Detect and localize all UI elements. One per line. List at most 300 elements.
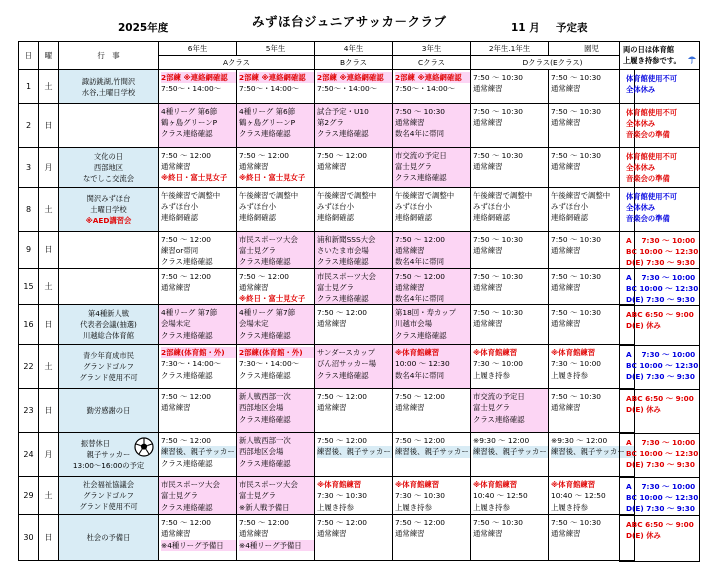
schedule-line: 7:50 ～ 10:30 (395, 107, 445, 116)
side-row (620, 269, 700, 306)
schedule-line: 午後練習で調整中 (395, 191, 455, 200)
side-line: D(E) 7:30 ～ 9:30 (626, 460, 695, 469)
schedule-line: クラス連絡確認 (317, 294, 369, 304)
schedule-line: 7:50 ～ 12:00 (161, 271, 211, 281)
col-grade6: 6年生 (159, 42, 237, 56)
schedule-cell-g6 (159, 305, 237, 345)
side-line: ABC 6:50 ～ 9:00 (626, 310, 694, 319)
schedule-line: ※終日・富士見女子 (161, 173, 228, 183)
day-cell (19, 477, 39, 515)
event-line: 13:00～16:00の予定 (72, 461, 145, 471)
side-line: 音楽会の準備 (626, 174, 670, 183)
schedule-line: 市民スポーツ大会 (239, 480, 298, 490)
side-line: 音楽会の準備 (626, 214, 670, 223)
umbrella-icon (687, 54, 697, 67)
schedule-line: 7:30 ～ 10:00 (551, 359, 601, 369)
schedule-cell-g3 (393, 433, 471, 477)
schedule-line: 市民スポーツ大会 (161, 480, 220, 490)
schedule-cell-g5 (237, 433, 315, 477)
schedule-cell-g4 (315, 389, 393, 433)
schedule-line: クラス連絡確認 (239, 458, 291, 468)
day-number: 8 (25, 205, 32, 214)
schedule-cell-g3 (393, 148, 471, 188)
schedule-line: みずほ台小 (551, 202, 588, 212)
schedule-line: クラス連絡確認 (395, 173, 447, 183)
schedule-cell-g5 (237, 305, 315, 345)
schedule-cell-g5 (237, 188, 315, 232)
weekday: 土 (44, 491, 53, 501)
schedule-line: 7:50 ～ 12:00 (161, 436, 211, 446)
event-line: 第4種新人戦 (87, 309, 130, 319)
event-cell (59, 389, 159, 433)
soccer-ball-icon (134, 437, 154, 460)
side-row (620, 70, 700, 104)
schedule-line: 連絡網確認 (473, 213, 510, 223)
schedule-line: 7:50 ～ 12:00 (239, 518, 289, 528)
weekday: 土 (44, 362, 53, 372)
table-row (19, 305, 635, 345)
schedule-line: 通常練習 (317, 529, 347, 539)
side-line: 体育館使用不可 (626, 192, 678, 201)
schedule-line: 7:50 ～ 12:00 (395, 392, 445, 402)
schedule-line: 7:50 ～ 10:30 (473, 518, 523, 528)
event-cell (59, 305, 159, 345)
event-line: 文化の日 (93, 152, 124, 161)
schedule-line: 通常練習 (473, 319, 503, 329)
side-cell (620, 148, 700, 188)
event-line: 振替休日 (80, 439, 111, 449)
schedule-line: 通常練習 (239, 282, 269, 292)
schedule-line: みずほ台小 (473, 202, 510, 212)
schedule-cell-g5 (237, 477, 315, 515)
col-weekday: 曜 (39, 42, 59, 70)
schedule-line: 数名4年に帯同 (395, 257, 445, 267)
side-line: 音楽会の準備 (626, 130, 670, 139)
schedule-cell-g21 (471, 268, 549, 305)
schedule-line: 4種リーグ 第6節 (239, 107, 296, 116)
schedule-table (18, 41, 635, 561)
schedule-line: 数名4年に帯同 (395, 129, 445, 139)
schedule-line: 7:50 ～ 10:30 (551, 271, 601, 281)
event-cell (59, 477, 159, 515)
schedule-cell-g3 (393, 104, 471, 148)
schedule-line: 10:40 ～ 12:50 (473, 491, 528, 501)
schedule-line: 通常練習 (473, 246, 503, 256)
side-cell (620, 390, 700, 434)
schedule-cell-g21 (471, 305, 549, 345)
schedule-line: 通常練習 (317, 162, 347, 172)
schedule-cell-g5 (237, 345, 315, 389)
schedule-cell-g4 (315, 477, 393, 515)
schedule-line: 7:50 ～ 12:00 (161, 151, 211, 160)
schedule-cell-g5 (237, 515, 315, 561)
table-row (19, 477, 635, 515)
schedule-line: 通常練習 (395, 529, 425, 539)
class-d: Dクラス(Eクラス) (471, 56, 635, 70)
schedule-line: 通常練習 (395, 246, 425, 256)
side-line: ABC 6:50 ～ 9:00 (626, 520, 694, 529)
schedule-cell-g5 (237, 232, 315, 269)
side-line: A 7:30 ～ 10:00 (626, 482, 696, 491)
schedule-line: 7:50～・14:00～ (161, 84, 222, 94)
schedule-line: 通常練習 (239, 529, 269, 539)
schedule-line: 10:00 ～ 12:30 (395, 359, 450, 369)
side-line: BC 10:00 ～ 12:30 (626, 449, 699, 458)
schedule-line: 7:50 ～ 12:00 (161, 235, 211, 244)
table-row (19, 148, 635, 188)
schedule-line: 7:50 ～ 12:00 (161, 392, 211, 402)
schedule-line: 7:50 ～ 12:00 (395, 436, 445, 446)
schedule-cell-g6 (159, 148, 237, 188)
schedule-line: 7:50 ～ 12:00 (317, 151, 367, 160)
weekday: 日 (44, 406, 53, 416)
weekday-cell (39, 305, 59, 345)
weekday-cell (39, 232, 59, 269)
day-number: 30 (23, 533, 34, 543)
schedule-line: 川越市会場 (395, 319, 432, 329)
side-row (620, 306, 700, 346)
schedule-line: ※9:30 ～ 12:00 (551, 436, 608, 446)
schedule-line: クラス連絡確認 (161, 502, 213, 512)
weekday-cell (39, 188, 59, 232)
schedule-line: 2部練 ※連絡網確認 (239, 72, 314, 83)
schedule-line: 通常練習 (473, 162, 503, 172)
side-line: A 7:30 ～ 10:00 (626, 273, 696, 282)
schedule-cell-g3 (393, 477, 471, 515)
table-row (19, 232, 635, 269)
day-cell (19, 305, 39, 345)
schedule-line: 富士見グラ (239, 491, 276, 501)
weekday: 日 (44, 320, 53, 330)
schedule-cell-g5 (237, 104, 315, 148)
event-cell (59, 433, 159, 477)
side-line: D(E) 休み (626, 531, 661, 540)
event-line: 代表者会議(抽選) (80, 320, 137, 330)
side-line: D(E) 休み (626, 405, 661, 414)
schedule-line: 7:50 ～ 10:30 (551, 107, 601, 116)
schedule-line: 7:50 ～ 10:30 (551, 73, 601, 82)
schedule-line: 上履き持参 (473, 370, 510, 380)
schedule-line: 通常練習 (161, 403, 191, 413)
event-cell (59, 515, 159, 561)
schedule-line: さいたま市会場 (317, 246, 369, 256)
weekday-cell (39, 345, 59, 389)
schedule-line: 市交流の予定日 (473, 392, 525, 402)
schedule-cell-g6 (159, 188, 237, 232)
side-row (620, 390, 700, 434)
schedule-line: ※体育館練習 (551, 480, 596, 490)
schedule-line: ※9:30 ～ 12:00 (473, 436, 530, 446)
schedule-line: 7:50～・14:00～ (317, 84, 378, 94)
schedule-line: 西部地区会場 (239, 447, 284, 457)
side-cell (620, 306, 700, 346)
schedule-line: 通常練習 (395, 282, 425, 292)
schedule-line: ※終日・富士見女子 (239, 173, 306, 183)
day-cell (19, 188, 39, 232)
day-cell (19, 104, 39, 148)
schedule-line: 7:50 ～ 10:30 (551, 235, 601, 244)
day-number: 1 (25, 82, 32, 91)
day-cell (19, 433, 39, 477)
schedule-line: 7:50 ～ 12:00 (395, 518, 445, 528)
event-cell (59, 148, 159, 188)
schedule-cell-g21 (471, 433, 549, 477)
schedule-line: クラス連絡確認 (239, 330, 291, 340)
schedule-cell-g4 (315, 70, 393, 104)
side-line: 全体休み (626, 203, 656, 212)
event-line: 関沢みずほ台 (86, 194, 131, 203)
side-line: A 7:30 ～ 10:00 (626, 438, 696, 447)
side-line: 体育館使用不可 (626, 74, 678, 83)
schedule-line: 会場未定 (161, 319, 191, 329)
schedule-line: 連絡網確認 (239, 213, 276, 223)
side-row (620, 434, 700, 478)
schedule-cell-g3 (393, 188, 471, 232)
schedule-cell-g4 (315, 515, 393, 561)
schedule-line: 通常練習 (239, 162, 269, 172)
side-cell (620, 434, 700, 478)
schedule-cell-g21 (471, 345, 549, 389)
schedule-line: クラス連絡確認 (239, 129, 291, 139)
class-b: Bクラス (315, 56, 393, 70)
schedule-cell-g21 (471, 232, 549, 269)
event-cell (59, 70, 159, 104)
schedule-line: 午後練習で調整中 (161, 191, 221, 200)
side-line: BC 10:00 ～ 12:30 (626, 361, 699, 370)
schedule-line: 7:50 ～ 12:00 (395, 271, 445, 281)
side-cell (620, 232, 700, 269)
schedule-line: 7:30 ～ 10:30 (395, 491, 445, 501)
schedule-line: 7:50 ～ 12:00 (239, 271, 289, 281)
schedule-line: 新人戦西部一次 (239, 392, 291, 402)
schedule-line: 通常練習 (551, 118, 581, 128)
schedule-line: 通常練習 (551, 319, 581, 329)
col-grade4: 4年生 (315, 42, 393, 56)
side-line: 全体休み (626, 85, 656, 94)
schedule-cell-g21 (471, 70, 549, 104)
schedule-line: クラス連絡確認 (395, 330, 447, 340)
schedule-line: 7:50 ～ 12:00 (395, 235, 445, 244)
schedule-cell-g6 (159, 232, 237, 269)
schedule-line: 7:30～・14:00～ (161, 359, 222, 369)
side-line: D(E) 休み (626, 321, 661, 330)
schedule-line: ※体育館練習 (317, 480, 362, 490)
schedule-line: 7:50 ～ 10:30 (551, 518, 601, 528)
event-line: 水谷,土曜日学校 (81, 87, 136, 97)
schedule-line: 通常練習 (395, 118, 425, 128)
schedule-line: みずほ台小 (161, 202, 198, 212)
schedule-line: 通常練習 (473, 118, 503, 128)
schedule-line: 7:50 ～ 12:00 (239, 151, 289, 160)
schedule-cell-g21 (471, 104, 549, 148)
schedule-cell-g6 (159, 515, 237, 561)
schedule-line: 7:50 ～ 10:30 (551, 151, 601, 160)
schedule-line: 練習後、親子サッカー (551, 446, 634, 457)
schedule-cell-g6 (159, 70, 237, 104)
side-row (620, 148, 700, 188)
schedule-cell-g6 (159, 268, 237, 305)
side-cell (620, 269, 700, 306)
side-row (620, 188, 700, 232)
table-row (19, 70, 635, 104)
schedule-line: 7:50 ～ 12:00 (317, 308, 367, 318)
weekday-cell (39, 389, 59, 433)
day-cell (19, 389, 39, 433)
event-line: ※AED講習会 (85, 216, 132, 225)
schedule-cell-g3 (393, 268, 471, 305)
day-cell (19, 268, 39, 305)
schedule-line: 通常練習 (473, 84, 503, 94)
side-line: A 7:30 ～ 10:00 (626, 350, 696, 359)
schedule-line: 4種リーグ 第6節 (161, 107, 218, 116)
schedule-line: 富士見グラ (239, 246, 276, 256)
schedule-line: 鶴ヶ島グリーンP (161, 118, 218, 128)
side-line: 全体休み (626, 163, 656, 172)
schedule-line: みずほ台小 (395, 202, 432, 212)
schedule-line: 通常練習 (317, 319, 347, 329)
schedule-line: 7:50 ～ 12:00 (317, 392, 367, 402)
schedule-cell-g4 (315, 148, 393, 188)
schedule-line: 通常練習 (551, 246, 581, 256)
side-row (620, 232, 700, 269)
day-cell (19, 345, 39, 389)
event-line: グランドゴルフ (83, 362, 134, 372)
schedule-line: ※体育館練習 (551, 348, 596, 358)
event-line: 諏訪銚湖,竹間沢 (81, 76, 136, 86)
schedule-line: 市民スポーツ大会 (239, 235, 298, 244)
schedule-cell-g4 (315, 104, 393, 148)
weekday: 月 (44, 450, 53, 460)
schedule-line: 上履き持参 (551, 502, 588, 512)
schedule-line: 7:50 ～ 10:30 (473, 235, 523, 244)
schedule-line: 2部練 ※連絡網確認 (161, 72, 236, 83)
schedule-line: 7:50 ～ 10:30 (551, 392, 601, 402)
day-number: 24 (23, 450, 34, 460)
schedule-line: 7:50 ～ 12:00 (161, 518, 211, 528)
schedule-cell-g5 (237, 70, 315, 104)
schedule-line: 富士見グラ (473, 403, 510, 413)
schedule-line: 7:50～・14:00～ (239, 84, 300, 94)
schedule-cell-g21 (471, 148, 549, 188)
schedule-line: ※体育館練習 (473, 480, 518, 490)
schedule-cell-g5 (237, 148, 315, 188)
schedule-line: 午後練習で調整中 (239, 191, 299, 200)
side-header: 両の日は体育館 上履き持参です。 (620, 42, 700, 70)
schedule-line: クラス連絡確認 (161, 129, 213, 139)
schedule-cell-g5 (237, 268, 315, 305)
schedule-line: クラス連絡確認 (161, 257, 213, 267)
weekday: 日 (44, 245, 53, 255)
side-line: D(E) 7:30 ～ 9:30 (626, 372, 695, 381)
schedule-line: みずほ台小 (317, 202, 354, 212)
schedule-cell-g3 (393, 232, 471, 269)
col-grade5: 5年生 (237, 42, 315, 56)
side-row (620, 516, 700, 562)
schedule-line: 富士見グラ (161, 491, 198, 501)
schedule-line: 連絡網確認 (317, 213, 354, 223)
event-line: 親子サッカー (86, 450, 131, 460)
weekday-cell (39, 104, 59, 148)
weekday-cell (39, 433, 59, 477)
title-bar (0, 0, 720, 40)
weekday-cell (39, 268, 59, 305)
day-number: 9 (25, 245, 32, 255)
schedule-cell-g4 (315, 268, 393, 305)
weekday: 日 (44, 533, 53, 543)
schedule-line: 通常練習 (551, 84, 581, 94)
schedule-line: クラス連絡確認 (317, 129, 369, 139)
schedule-cell-g6 (159, 104, 237, 148)
side-row (620, 104, 700, 148)
weekday: 月 (44, 163, 53, 172)
schedule-line: 連絡網確認 (395, 213, 432, 223)
schedule-line: 7:50 ～ 10:30 (473, 271, 523, 281)
schedule-line: 2部練 ※連絡網確認 (395, 72, 470, 83)
schedule-line: 7:50 ～ 12:00 (317, 436, 367, 446)
schedule-line: 富士見グラ (317, 282, 354, 292)
col-grade21: 2年生.1年生 (471, 42, 549, 56)
schedule-line: 7:30～・14:00～ (239, 359, 300, 369)
schedule-line: 数名4年に帯同 (395, 370, 445, 380)
event-line: 川越総合体育館 (82, 331, 135, 341)
schedule-line: 通常練習 (161, 282, 191, 292)
event-cell (59, 268, 159, 305)
side-cell (620, 478, 700, 516)
table-row (19, 188, 635, 232)
schedule-line: 通常練習 (551, 403, 581, 413)
event-line: 勤労感謝の日 (86, 406, 131, 416)
schedule-line: 7:30 ～ 10:00 (473, 359, 523, 369)
side-line: A 7:30 ～ 10:00 (626, 236, 696, 245)
schedule-line: 西部地区会場 (239, 403, 284, 413)
fiscal-year: 2025年度 (118, 22, 169, 34)
day-cell (19, 148, 39, 188)
side-row (620, 478, 700, 516)
side-line: BC 10:00 ～ 12:30 (626, 284, 699, 293)
schedule-cell-g5 (237, 389, 315, 433)
side-cell (620, 188, 700, 232)
side-line: 全体休み (626, 119, 656, 128)
event-line: 社会福祉協議会 (82, 480, 135, 490)
schedule-cell-g4 (315, 345, 393, 389)
schedule-cell-g4 (315, 232, 393, 269)
weekday-cell (39, 70, 59, 104)
schedule-line: 新人戦西部一次 (239, 436, 291, 446)
schedule-line: ※新人戦予備日 (239, 502, 290, 512)
schedule-cell-g4 (315, 433, 393, 477)
event-cell (59, 345, 159, 389)
schedule-line: 浦和新聞SSS大会 (317, 235, 376, 244)
weekday: 土 (44, 82, 53, 91)
table-row (19, 389, 635, 433)
schedule-line: 鶴ヶ島グリーンP (239, 118, 296, 128)
day-cell (19, 70, 39, 104)
schedule-line: 練習後、親子サッカー (317, 447, 391, 457)
schedule-line: ※4種リーグ予備日 (239, 540, 314, 551)
schedule-line: 連絡網確認 (161, 213, 198, 223)
schedule-line: 市民スポーツ大会 (317, 271, 376, 281)
event-cell (59, 188, 159, 232)
schedule-line: 上履き持参 (551, 370, 588, 380)
side-cell (620, 516, 700, 562)
schedule-line: 通常練習 (161, 529, 191, 539)
day-number: 2 (25, 121, 32, 130)
day-number: 16 (23, 320, 34, 330)
schedule-line: 数名4年に帯同 (395, 294, 445, 304)
schedule-line: 通常練習 (551, 529, 581, 539)
schedule-line: サンダースカップ (317, 348, 376, 358)
event-line: グランド使用不可 (79, 502, 138, 512)
